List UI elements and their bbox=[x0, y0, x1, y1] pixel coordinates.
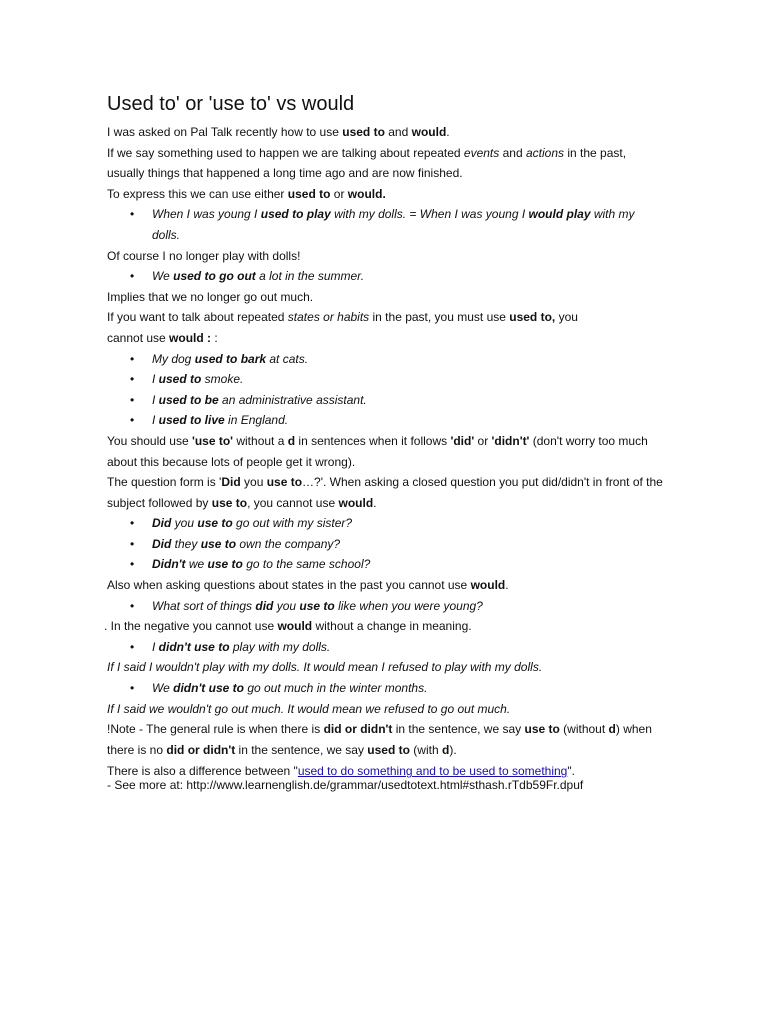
list-item: • Didn't we use to go to the same school? bbox=[152, 554, 667, 575]
paragraph-intro: I was asked on Pal Talk recently how to use used to and would. bbox=[107, 125, 450, 139]
paragraph-difference: There is also a difference between "used to do something and to be used to something". bbox=[107, 764, 575, 779]
bullet-list-questions bbox=[107, 513, 667, 575]
list-item: • My dog used to bark at cats. bbox=[152, 349, 667, 370]
list-item: • I used to be an administrative assistant. bbox=[152, 390, 667, 411]
paragraph-use-to-without-d: You should use 'use to' without a d in sentences when it follows 'did' or 'didn't' (don't worry too much about this because lots of people get it wrong). bbox=[107, 433, 648, 469]
list-item: • I used to smoke. bbox=[152, 369, 667, 390]
paragraph-refused-go-out: If I said we wouldn't go out much. It would mean we refused to go out much. bbox=[107, 701, 511, 716]
paragraph-refused-dolls: If I said I wouldn't play with my dolls. It would mean I refused to play with my dolls. bbox=[107, 660, 543, 675]
source-footer: - See more at: http://www.learnenglish.de/grammar/usedtotext.html#sthash.rTdb59Fr.dpuf bbox=[107, 778, 584, 793]
page-title: Used to' or 'use to' vs would bbox=[107, 93, 355, 115]
paragraph-states-questions: Also when asking questions about states in the past you cannot use would. bbox=[107, 578, 509, 593]
bullet-list-negative-dolls bbox=[107, 637, 667, 658]
list-item: • Did they use to own the company? bbox=[152, 534, 667, 555]
list-item: • When I was young I used to play with my dolls. = When I was young I would play with my dolls. bbox=[152, 204, 637, 245]
paragraph-repeated-events: If we say something used to happen we are talking about repeated events and actions in the past, usually things that happened a long time ago and are now finished. bbox=[107, 145, 627, 181]
bullet-list-states-question bbox=[107, 596, 667, 617]
bullet-list-negative-go-out bbox=[107, 678, 667, 699]
list-item: • We used to go out a lot in the summer. bbox=[152, 266, 667, 287]
bullet-list-dolls bbox=[107, 204, 667, 245]
list-item: • We didn't use to go out much in the winter months. bbox=[152, 678, 667, 699]
paragraph-question-form: The question form is 'Did you use to…?'. When asking a closed question you put did/didn't in front of the subject followed by use to, you cannot use would. bbox=[107, 475, 663, 510]
paragraph-express: To express this we can use either used to or would. bbox=[107, 186, 386, 201]
list-item: • I didn't use to play with my dolls. bbox=[152, 637, 667, 658]
paragraph-states-habits: If you want to talk about repeated states or habits in the past, you must use used to, you cannot use would : : bbox=[107, 310, 578, 345]
paragraph-implies: Implies that we no longer go out much. bbox=[107, 289, 314, 304]
used-to-difference-link[interactable]: used to do something and to be used to something bbox=[297, 764, 568, 779]
paragraph-negative: . In the negative you cannot use would without a change in meaning. bbox=[104, 619, 472, 634]
paragraph-no-longer: Of course I no longer play with dolls! bbox=[107, 248, 301, 263]
paragraph-note: !Note - The general rule is when there is did or didn't in the sentence, we say use to (without d) when there is no did or didn't in the sentence, we say used to (with d). bbox=[107, 722, 652, 757]
list-item: • Did you use to go out with my sister? bbox=[152, 513, 667, 534]
bullet-list-go-out bbox=[107, 266, 667, 287]
list-item: • I used to live in England. bbox=[152, 410, 667, 431]
article bbox=[104, 92, 667, 793]
bullet-list-habits bbox=[107, 349, 667, 431]
list-item: • What sort of things did you use to like when you were young? bbox=[152, 596, 667, 617]
